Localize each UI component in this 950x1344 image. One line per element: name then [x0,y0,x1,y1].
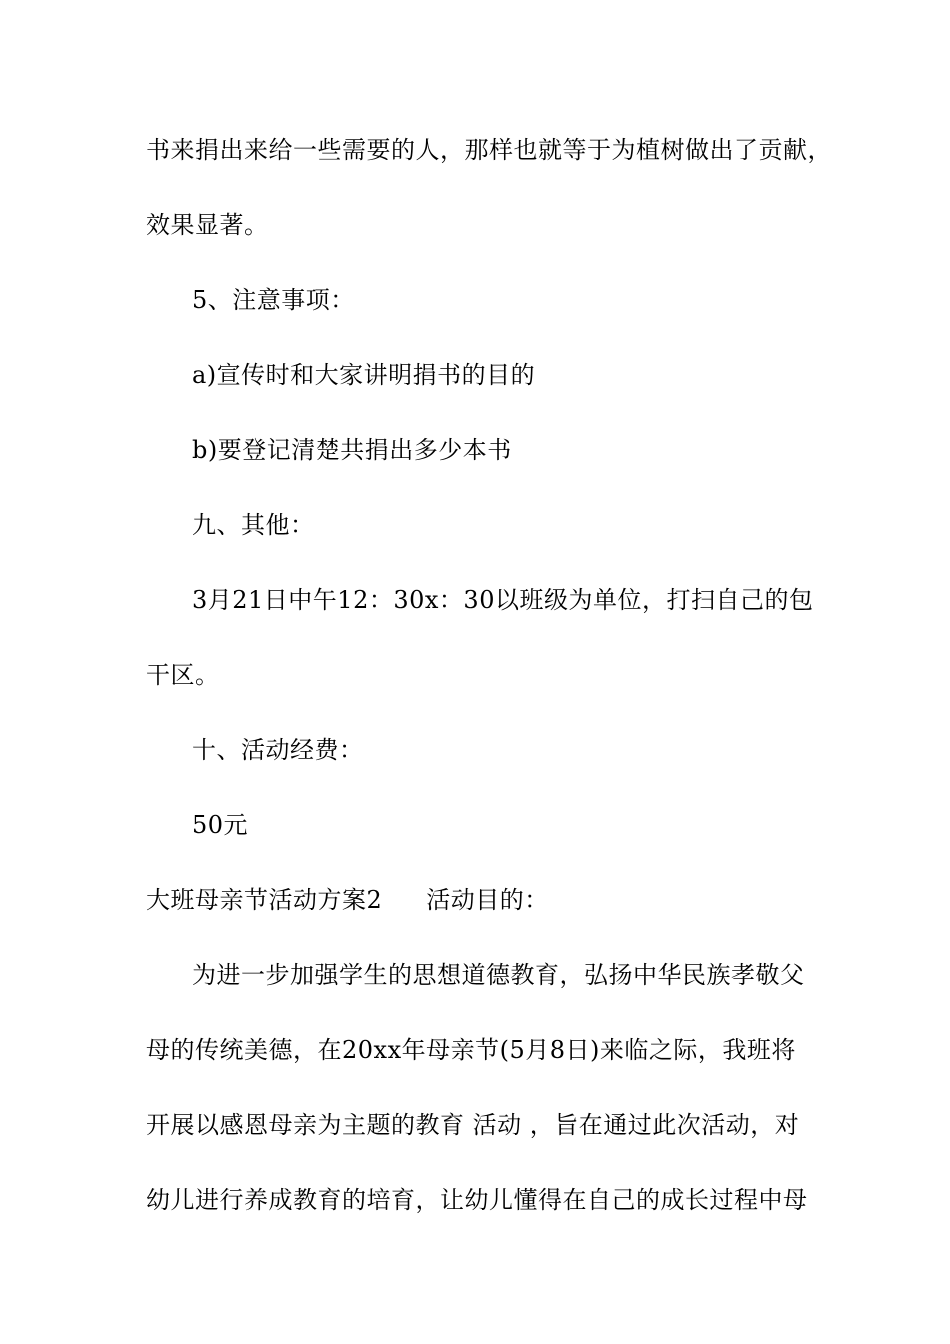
paragraph-line: 母的传统美德，在20xx年母亲节(5月8日)来临之际，我班将 [146,1036,796,1064]
paragraph-line: 开展以感恩母亲为主题的教育 活动 ，旨在通过此次活动，对 [146,1111,800,1139]
list-item: b)要登记清楚共捐出多少本书 [192,436,512,464]
document-title: 大班母亲节活动方案2 [146,886,383,914]
paragraph-line: 效果显著。 [146,211,269,239]
paragraph-line: 3月21日中午12：30x：30以班级为单位，打扫自己的包 [192,586,814,614]
section-heading: 十、活动经费： [192,736,364,764]
paragraph-line: 干区。 [146,661,220,689]
paragraph-line: 50元 [192,811,249,839]
list-heading: 5、注意事项： [192,286,355,314]
paragraph-line: 幼儿进行养成教育的培育，让幼儿懂得在自己的成长过程中母 [146,1186,808,1214]
list-item: a)宣传时和大家讲明捐书的目的 [192,361,536,389]
document-title-line [146,880,826,920]
section-heading: 九、其他： [192,511,315,539]
document-subtitle: 活动目的： [426,886,549,914]
paragraph-line: 为进一步加强学生的思想道德教育，弘扬中华民族孝敬父 [192,961,805,989]
paragraph-line: 书来捐出来给一些需要的人，那样也就等于为植树做出了贡献， [146,136,832,164]
